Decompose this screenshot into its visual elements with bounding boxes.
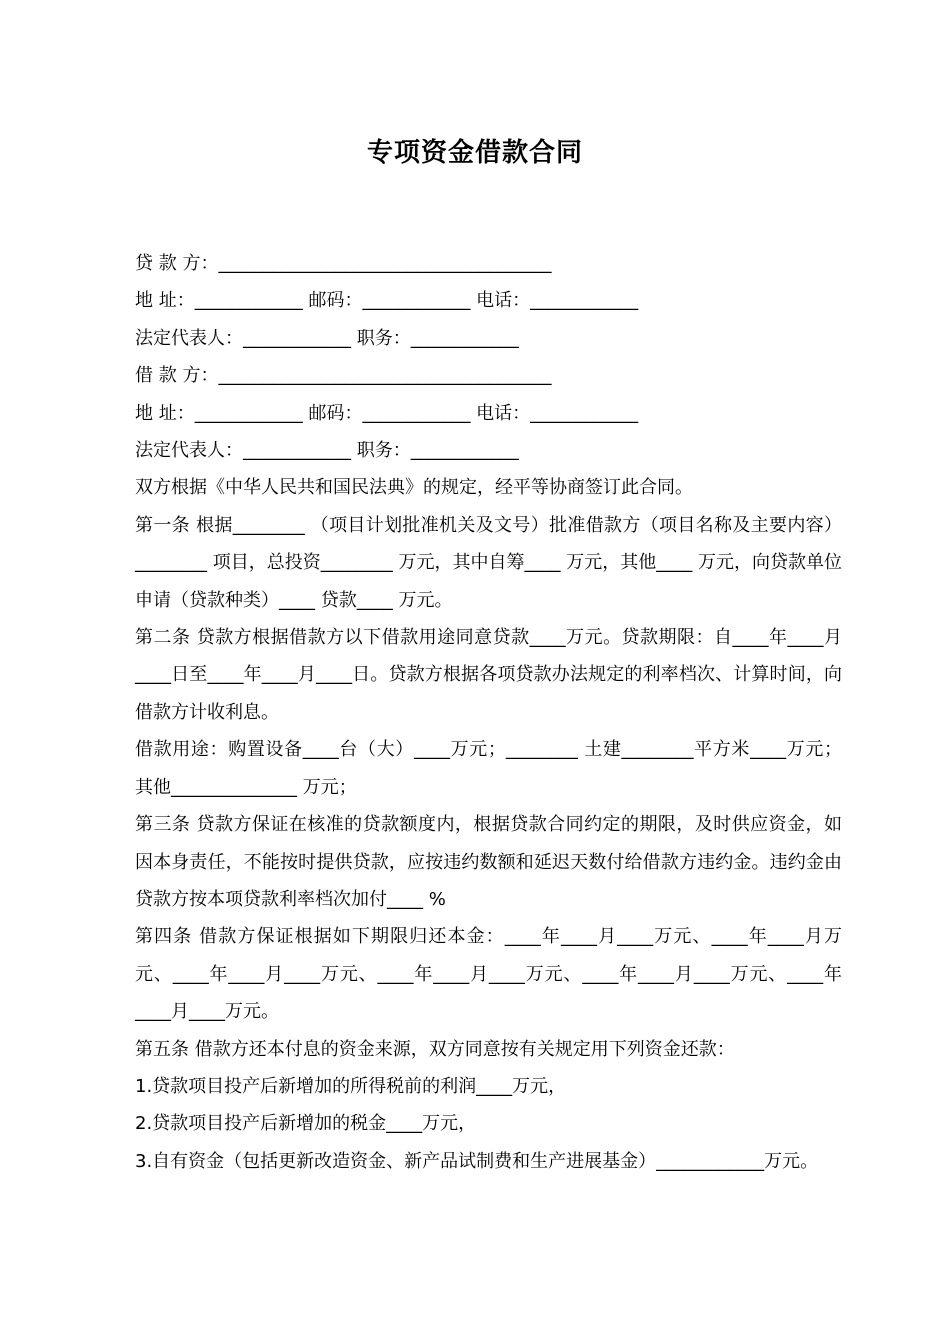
borrower-line: 借 款 方：_____________________________________ (135, 365, 552, 387)
preamble-paragraph: 双方根据《中华人民共和国民法典》的规定，经平等协商签订此合同。 (135, 477, 693, 499)
borrower-representative-line: 法定代表人：____________ 职务：____________ (135, 440, 519, 462)
repayment-source-2: 2.贷款项目投产后新增加的税金____万元， (135, 1113, 477, 1135)
lender-line: 贷 款 方：_____________________________________ (135, 253, 552, 274)
article-2-paragraph: 第二条 贷款方根据借款方以下借款用途同意贷款____万元。贷款期限：自____年____月____日至____年____月____日。贷款方根据各项贷款办法规定的利率档次、计算时间，向借款方计收利息。 (135, 627, 842, 723)
article-5-paragraph: 第五条 借款方还本付息的资金来源，双方同意按有关规定用下列资金还款： (135, 1038, 735, 1060)
lender-address-line: 地 址：____________ 邮码：____________ 电话：____________ (135, 290, 639, 312)
article-3-paragraph: 第三条 贷款方保证在核准的贷款额度内，根据贷款合同约定的期限，及时供应资金，如因本身责任，不能按时提供贷款，应按违约数额和延迟天数付给借款方违约金。违约金由贷款方按本项贷款利率档次加付____ % (135, 814, 842, 910)
document-title: 专项资金借款合同 (366, 138, 583, 168)
document-body (116, 245, 842, 1180)
borrower-address-line: 地 址：____________ 邮码：____________ 电话：____________ (135, 402, 639, 424)
repayment-source-1: 1.贷款项目投产后新增加的所得税前的利润____万元， (135, 1075, 567, 1097)
loan-purpose-paragraph: 借款用途：购置设备____台（大）____万元；________ 土建________平方米____万元；其他______________ 万元； (135, 739, 842, 798)
article-1-paragraph: 第一条 根据________ （项目计划批准机关及文号）批准借款方（项目名称及主要内容）________ 项目，总投资________ 万元，其中自筹____ 万元，其他____ 万元，向贷款单位申请（贷款种类）____ 贷款____ 万元。 (135, 514, 842, 611)
repayment-source-3: 3.自有资金（包括更新改造资金、新产品试制费和生产进展基金）____________万元。 (135, 1150, 819, 1172)
lender-representative-line: 法定代表人：____________ 职务：____________ (135, 327, 519, 349)
article-4-paragraph: 第四条 借款方保证根据如下期限归还本金：____年____月____万元、____年____月万元、____年____月____万元、____年____月____万元、____年____月____万元、____年____月____万元。 (135, 926, 842, 1023)
